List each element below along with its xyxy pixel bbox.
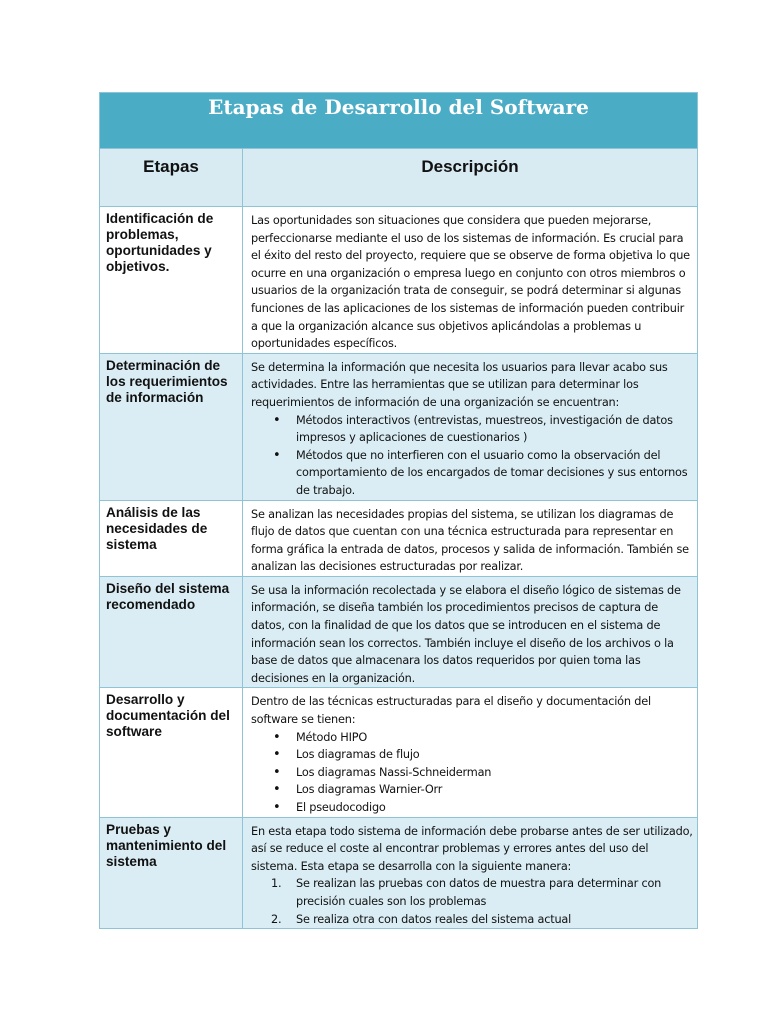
description-cell: [243, 688, 698, 817]
description-text: Se analizan las necesidades propias del sistema, se utilizan los diagramas de flujo de datos que cuentan con una técnica estructurada para representar en forma gráfica la entrada de datos, procesos y salida de información. También se analizan las decisiones estructuradas por realizar.: [251, 507, 689, 574]
list-number: 1.: [271, 877, 282, 891]
description-cell: [243, 207, 698, 354]
table-row: [100, 688, 698, 817]
list-item: [251, 911, 693, 929]
bullet-list: [251, 412, 693, 500]
description-text: Se determina la información que necesita los usuarios para llevar acabo sus actividades. Entre las herramientas que se utilizan para determinar los requerimientos de información de una organización se encuentran:: [251, 360, 668, 409]
list-item-text: Se realiza otra con datos reales del sistema actual: [296, 912, 572, 926]
description-text: Las oportunidades son situaciones que considera que pueden mejorarse, perfeccionarse mediante el uso de los sistemas de información. Es crucial para el éxito del resto del proyecto, requiere que se observe de forma objetiva lo que ocurre en una organización o empresa luego en conjunto con otros miembros o usuarios de la organización trata de conseguir, se podrá determinar si algunas funciones de las aplicaciones de los sistemas de información pueden contribuir a que la organización alcance sus objetivos aplicándolas a problemas u oportunidades específicos.: [251, 214, 690, 351]
bullet-list: [251, 729, 693, 817]
table-title: Etapas de Desarrollo del Software: [100, 93, 698, 149]
table-row: [100, 817, 698, 929]
stage-cell: Análisis de las necesidades de sistema: [100, 500, 243, 576]
list-item: • Los diagramas Nassi-Schneiderman: [251, 764, 693, 782]
header-stages: Etapas: [100, 149, 243, 207]
table-row: [100, 500, 698, 576]
list-item: • Los diagramas de flujo: [251, 746, 693, 764]
stage-cell: Desarrollo y documentación del software: [100, 688, 243, 817]
table-row: [100, 576, 698, 688]
numbered-list: [251, 875, 693, 928]
description-cell: [243, 500, 698, 576]
stage-cell: Determinación de los requerimientos de información: [100, 353, 243, 500]
description-text: En esta etapa todo sistema de información debe probarse antes de ser utilizado, así se reduce el coste al encontrar problemas y errores antes del uso del sistema. Esta etapa se desarrolla con la siguiente manera:: [251, 824, 693, 873]
description-cell: [243, 576, 698, 688]
stages-table: [99, 92, 698, 929]
list-item: • Métodos que no interfieren con el usuario como la observación del comportamiento de los encargados de tomar decisiones y sus entornos de trabajo.: [251, 447, 693, 500]
list-item: • Método HIPO: [251, 729, 693, 747]
table-row: [100, 207, 698, 354]
list-item: • Los diagramas Warnier-Orr: [251, 781, 693, 799]
description-text: Dentro de las técnicas estructuradas para el diseño y documentación del software se tienen:: [251, 695, 651, 727]
stage-cell: Identificación de problemas, oportunidades y objetivos.: [100, 207, 243, 354]
table-row: [100, 353, 698, 500]
list-number: 2.: [271, 912, 282, 926]
description-text: Se usa la información recolectada y se elabora el diseño lógico de sistemas de información, se diseña también los procedimientos precisos de captura de datos, con la finalidad de que los datos que se introducen en el sistema de información sean los correctos. También incluye el diseño de los archivos o la base de datos que almacenara los datos requeridos por quien toma las decisiones en la organización.: [251, 583, 681, 685]
list-item-text: Se realizan las pruebas con datos de muestra para determinar con precisión cuales son los problemas: [296, 877, 662, 908]
list-item: • El pseudocodigo: [251, 799, 693, 817]
stage-cell: Diseño del sistema recomendado: [100, 576, 243, 688]
list-item: • Métodos interactivos (entrevistas, muestreos, investigación de datos impresos y aplicaciones de cuestionarios ): [251, 412, 693, 447]
stage-cell: Pruebas y mantenimiento del sistema: [100, 817, 243, 929]
description-cell: [243, 353, 698, 500]
list-item: [251, 875, 693, 910]
header-description: Descripción: [243, 149, 698, 207]
description-cell: [243, 817, 698, 929]
